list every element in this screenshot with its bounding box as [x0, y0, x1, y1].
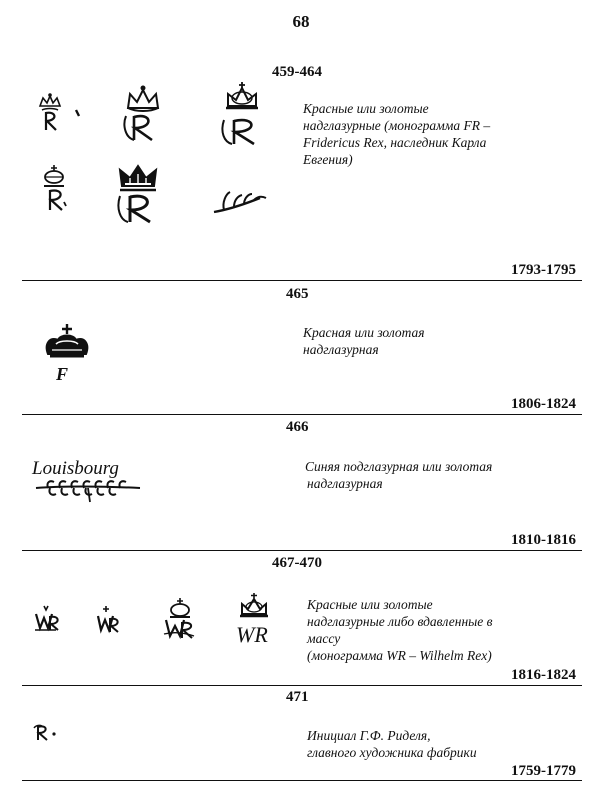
- crowned-f-mark-icon: [40, 322, 94, 384]
- divider-rule: [22, 280, 582, 281]
- entry-number: 465: [286, 286, 309, 302]
- r-initial-mark-icon: [32, 722, 62, 744]
- entry-dates: 1810-1816: [511, 532, 576, 548]
- entry-dates: 1793-1795: [511, 262, 576, 278]
- svg-text:F: F: [56, 364, 69, 384]
- entry-description: Красные или золотые надглазурные (монограмма FR – Fridericus Rex, наследник Карла Евгения): [303, 101, 491, 167]
- entry-number: 459-464: [272, 64, 322, 80]
- entry-dates: 1759-1779: [511, 763, 576, 779]
- entry-dates: 1806-1824: [511, 396, 576, 412]
- divider-rule: [22, 550, 582, 551]
- svg-text:WR: WR: [236, 622, 268, 647]
- entry-number: 466: [286, 419, 309, 435]
- divider-rule: [22, 780, 582, 781]
- crowned-wr-mark-icon: [160, 596, 200, 642]
- entry-description: Инициал Г.Ф. Риделя, главного художника фабрики: [307, 728, 477, 760]
- crowned-fr-mark-icon: [214, 80, 270, 150]
- crowned-fr-mark-icon: [34, 164, 74, 214]
- entry-description: Красная или золотая надглазурная: [303, 325, 425, 357]
- entry-description: Синяя подглазурная или золотая надглазурная: [305, 459, 493, 491]
- wr-monogram-mark-icon: [32, 604, 64, 636]
- svg-text:Louisbourg: Louisbourg: [32, 458, 119, 479]
- branch-mark-icon: [210, 184, 270, 218]
- crowned-fr-mark-icon: [32, 92, 84, 136]
- entry-dates: 1816-1824: [511, 667, 576, 683]
- louisbourg-signature-mark-icon: [30, 452, 146, 506]
- wr-monogram-mark-icon: [92, 604, 124, 636]
- crowned-fr-mark-icon: [112, 160, 164, 226]
- divider-rule: [22, 685, 582, 686]
- divider-rule: [22, 414, 582, 415]
- crowned-wr-mark-icon: [234, 592, 274, 650]
- crowned-fr-mark-icon: [118, 82, 168, 146]
- entry-number: 467-470: [272, 555, 322, 571]
- page-number: 68: [292, 12, 310, 31]
- entry-description: Красные или золотые надглазурные либо вдавленные в массу (монограмма WR – Wilhelm Rex): [307, 597, 493, 663]
- entry-number: 471: [286, 689, 309, 705]
